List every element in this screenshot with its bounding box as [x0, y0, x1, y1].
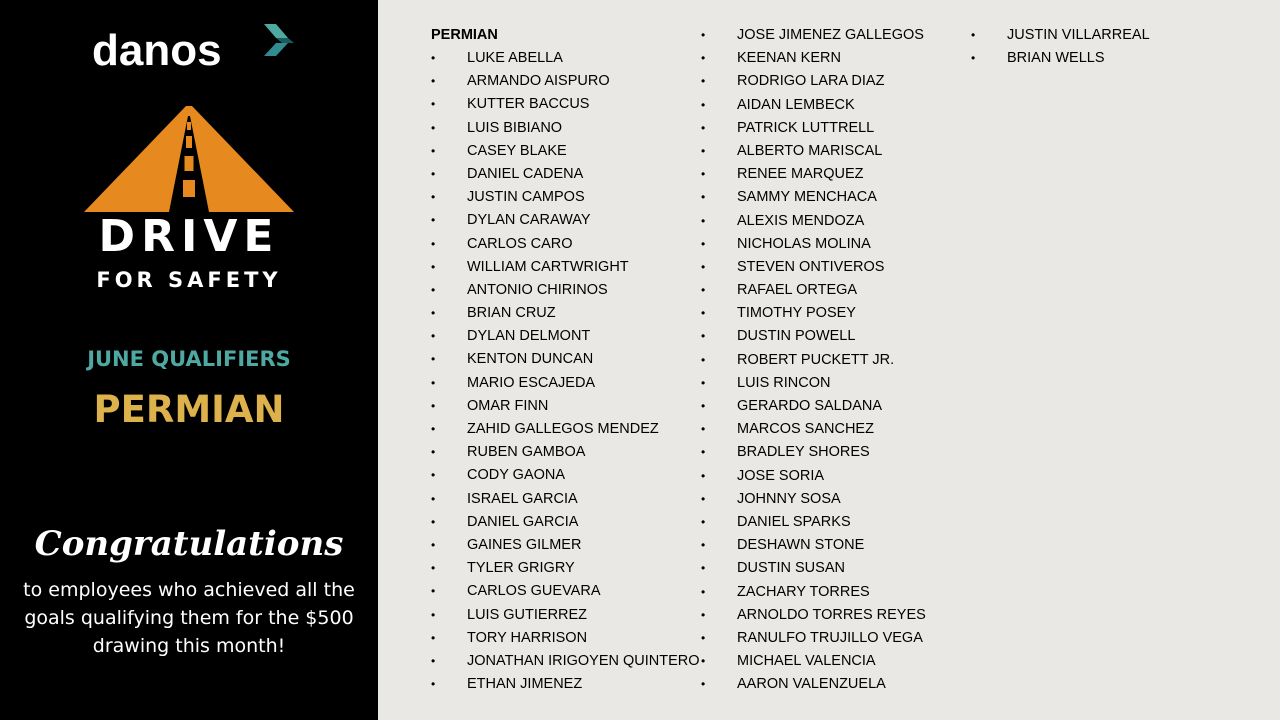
employee-name: DYLAN DELMONT — [467, 328, 591, 345]
employee-name: ZAHID GALLEGOS MENDEZ — [467, 421, 659, 437]
bullet-icon: • — [701, 468, 706, 483]
bullet-icon: • — [431, 375, 436, 390]
branding-panel — [0, 0, 378, 720]
bullet-icon: • — [431, 584, 436, 599]
employee-name: JOSE JIMENEZ GALLEGOS — [737, 27, 924, 43]
bullet-icon: • — [431, 143, 436, 158]
employee-name: CODY GAONA — [467, 467, 566, 484]
employee-name: ROBERT PUCKETT JR. — [737, 351, 895, 368]
bullet-icon: • — [701, 120, 706, 135]
employee-name: AIDAN LEMBECK — [737, 96, 855, 113]
bullet-icon: • — [701, 352, 706, 367]
bullet-icon: • — [431, 190, 436, 205]
employee-name: RANULFO TRUJILLO VEGA — [737, 629, 923, 646]
list-heading: PERMIAN — [431, 27, 498, 43]
bullet-icon: • — [701, 28, 706, 42]
bullet-icon: • — [431, 561, 436, 576]
employee-name: PATRICK LUTTRELL — [737, 119, 875, 136]
employee-name: ARMANDO AISPURO — [467, 73, 610, 90]
bullet-icon: • — [701, 561, 706, 576]
employee-name: ISRAEL GARCIA — [467, 490, 578, 507]
bullet-icon: • — [431, 422, 436, 436]
bullet-icon: • — [431, 352, 436, 367]
employee-name: TIMOTHY POSEY — [737, 305, 856, 322]
bullet-icon: • — [431, 514, 436, 529]
employee-name: DANIEL SPARKS — [737, 513, 851, 530]
employee-name: RUBEN GAMBOA — [467, 444, 586, 461]
employee-name: TYLER GRIGRY — [467, 560, 575, 577]
bullet-icon: • — [431, 306, 436, 321]
qualifiers-label: JUNE QUALIFIERS — [87, 347, 291, 371]
employee-name: DESHAWN STONE — [737, 537, 865, 554]
bullet-icon: • — [431, 282, 436, 297]
employee-name: DANIEL GARCIA — [467, 513, 579, 530]
congratulations-message: to employees who achieved all the goals qualifying them for the $500 drawing this month! — [23, 579, 355, 657]
bullet-icon: • — [701, 422, 706, 437]
bullet-icon: • — [431, 259, 436, 274]
bullet-icon: • — [431, 677, 436, 692]
bullet-icon: • — [431, 51, 436, 65]
bullet-icon: • — [431, 329, 436, 344]
bullet-icon: • — [431, 445, 436, 460]
bullet-icon: • — [431, 607, 436, 622]
employee-name: KEENAN KERN — [737, 50, 841, 67]
campaign-subtitle: FOR SAFETY — [96, 268, 282, 292]
bullet-icon: • — [701, 283, 706, 298]
bullet-icon: • — [431, 74, 436, 89]
bullet-icon: • — [431, 537, 436, 552]
employee-name: MARIO ESCAJEDA — [467, 374, 596, 391]
employee-name: RENEE MARQUEZ — [737, 166, 864, 183]
danos-logo — [92, 26, 302, 78]
bullet-icon: • — [701, 445, 706, 460]
employee-name: CARLOS GUEVARA — [467, 583, 601, 600]
employee-name: BRIAN CRUZ — [467, 305, 556, 322]
employee-name: WILLIAM CARTWRIGHT — [467, 258, 629, 275]
bullet-icon: • — [701, 677, 706, 692]
bullet-icon: • — [431, 120, 436, 135]
bullet-icon: • — [701, 630, 706, 645]
bullet-icon: • — [971, 51, 976, 66]
bullet-icon: • — [701, 329, 706, 344]
employee-name: BRADLEY SHORES — [737, 444, 870, 461]
bullet-icon: • — [431, 97, 436, 112]
employee-name: ALEXIS MENDOZA — [737, 212, 865, 229]
bullet-icon: • — [701, 399, 706, 413]
employee-name: LUIS RINCON — [737, 374, 831, 391]
employee-name: BRIAN WELLS — [1007, 50, 1105, 67]
bullet-icon: • — [701, 213, 706, 228]
employee-name: KUTTER BACCUS — [467, 96, 590, 113]
bullet-icon: • — [701, 491, 706, 506]
bullet-icon: • — [701, 306, 706, 321]
logo-arrow-icon — [262, 24, 296, 58]
employee-name: DANIEL CADENA — [467, 165, 584, 182]
bullet-icon: • — [701, 584, 706, 599]
employee-name: RAFAEL ORTEGA — [737, 282, 858, 299]
bullet-icon: • — [701, 167, 706, 182]
employee-name: DUSTIN SUSAN — [737, 560, 845, 577]
employee-name: DUSTIN POWELL — [737, 328, 856, 345]
employee-name: CASEY BLAKE — [467, 142, 567, 159]
bullet-icon: • — [701, 259, 706, 274]
employee-name: LUKE ABELLA — [467, 50, 563, 66]
bullet-icon: • — [431, 213, 436, 228]
employee-name: JOSE SORIA — [737, 467, 825, 484]
bullet-icon: • — [431, 166, 436, 181]
bullet-icon: • — [431, 630, 436, 645]
employee-name: GAINES GILMER — [467, 536, 582, 553]
employee-name: KENTON DUNCAN — [467, 351, 594, 368]
employee-name: GERARDO SALDANA — [737, 398, 883, 414]
road-icon — [84, 106, 294, 214]
bullet-icon: • — [431, 398, 436, 413]
employee-name: SAMMY MENCHACA — [737, 189, 877, 206]
employee-name: LUIS BIBIANO — [467, 119, 563, 136]
employee-name: ARNOLDO TORRES REYES — [737, 606, 926, 623]
employee-name: ZACHARY TORRES — [737, 583, 870, 600]
employee-name: LUIS GUTIERREZ — [467, 606, 588, 623]
bullet-icon: • — [701, 654, 706, 669]
bullet-icon: • — [701, 143, 706, 158]
employee-name: NICHOLAS MOLINA — [737, 235, 871, 252]
employee-name: JUSTIN VILLARREAL — [1007, 27, 1150, 43]
bullet-icon: • — [701, 375, 706, 390]
region-title: PERMIAN — [93, 388, 285, 431]
employee-name: AARON VALENZUELA — [737, 676, 886, 693]
employee-name: STEVEN ONTIVEROS — [737, 258, 885, 275]
bullet-icon: • — [431, 236, 436, 251]
employee-name: ANTONIO CHIRINOS — [467, 281, 608, 298]
employee-name: RODRIGO LARA DIAZ — [737, 73, 885, 90]
employee-name: JOHNNY SOSA — [737, 490, 841, 507]
employee-name: JUSTIN CAMPOS — [467, 189, 585, 206]
bullet-icon: • — [701, 538, 706, 553]
employee-name: OMAR FINN — [467, 397, 549, 414]
logo-wordmark: danos — [92, 26, 222, 75]
bullet-icon: • — [431, 491, 436, 506]
bullet-icon: • — [971, 28, 976, 42]
bullet-icon: • — [701, 97, 706, 112]
bullet-icon: • — [701, 236, 706, 251]
bullet-icon: • — [701, 190, 706, 205]
employee-name: MICHAEL VALENCIA — [737, 653, 876, 670]
bullet-icon: • — [431, 653, 436, 668]
congratulations-title: Congratulations — [34, 524, 344, 564]
bullet-icon: • — [431, 468, 436, 483]
employee-name: ALBERTO MARISCAL — [737, 142, 883, 159]
bullet-icon: • — [701, 51, 706, 66]
campaign-title: DRIVE — [98, 211, 280, 262]
employee-name: MARCOS SANCHEZ — [737, 421, 874, 438]
bullet-icon: • — [701, 74, 706, 89]
employee-name: TORY HARRISON — [467, 629, 588, 646]
employee-name: DYLAN CARAWAY — [467, 212, 591, 229]
bullet-icon: • — [701, 607, 706, 622]
employee-name: CARLOS CARO — [467, 235, 573, 252]
bullet-icon: • — [701, 514, 706, 529]
employee-name: ETHAN JIMENEZ — [467, 676, 583, 693]
employee-name: JONATHAN IRIGOYEN QUINTERO — [467, 652, 700, 669]
